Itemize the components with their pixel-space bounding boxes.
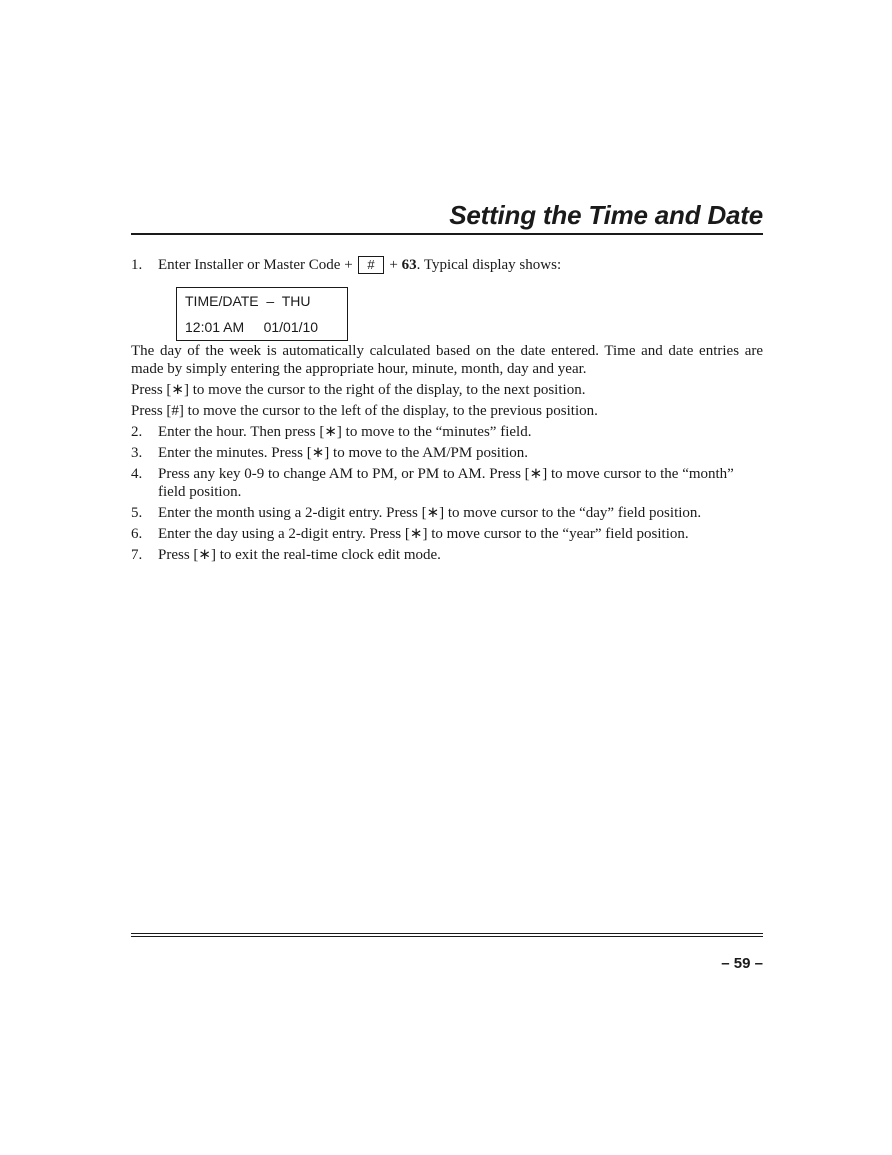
display-line-2: 12:01 AM 01/01/10 <box>185 319 319 335</box>
step-1 <box>131 256 763 274</box>
step-text <box>158 256 763 274</box>
step-number: 6. <box>131 526 143 542</box>
step-text: Press [∗] to exit the real-time clock edit mode. <box>158 547 441 563</box>
field-code: 63 <box>401 257 417 273</box>
step-number: 2. <box>131 424 143 440</box>
step-number: 5. <box>131 505 143 521</box>
step-number: 3. <box>131 445 143 461</box>
step-number: 4. <box>131 466 143 482</box>
footer-rule <box>131 936 763 937</box>
step-number: 7. <box>131 547 143 563</box>
step-3 <box>131 444 763 462</box>
footer-rule <box>131 933 763 934</box>
step-text: Enter the minutes. Press [∗] to move to the AM/PM position. <box>158 445 529 461</box>
step-1-text-before: Enter Installer or Master Code + <box>158 257 353 273</box>
keypad-display <box>176 287 348 341</box>
step-4 <box>131 465 763 501</box>
step-text: Enter the hour. Then press [∗] to move to the “minutes” field. <box>158 424 532 440</box>
pound-key: # <box>358 256 383 274</box>
step-7 <box>131 546 763 564</box>
display-line-1: TIME/DATE – THU <box>185 293 311 309</box>
step-5 <box>131 504 763 522</box>
step-1-text-mid: + <box>389 257 398 273</box>
step-1-text-after: . Typical display shows: <box>416 257 562 273</box>
pound-key-paragraph: Press [#] to move the cursor to the left of the display, to the previous position. <box>131 403 598 419</box>
page-number: – 59 – <box>721 955 763 972</box>
step-number: 1. <box>131 257 143 273</box>
steps-list <box>131 423 763 564</box>
step-2 <box>131 423 763 441</box>
title-rule <box>131 233 763 235</box>
star-key-paragraph: Press [∗] to move the cursor to the right of the display, to the next position. <box>131 382 586 398</box>
page-title: Setting the Time and Date <box>449 200 763 230</box>
step-text: Enter the day using a 2-digit entry. Press [∗] to move cursor to the “year” field position. <box>158 526 689 542</box>
step-6 <box>131 525 763 543</box>
page-content <box>131 256 763 567</box>
step-text: Enter the month using a 2-digit entry. Press [∗] to move cursor to the “day” field position. <box>158 505 702 521</box>
intro-paragraph: The day of the week is automatically calculated based on the date entered. Time and date entries are made by simply entering the appropriate hour, minute, month, day and year. <box>131 343 763 377</box>
step-text: Press any key 0-9 to change AM to PM, or PM to AM. Press [∗] to move cursor to the “month” field position. <box>158 466 734 500</box>
